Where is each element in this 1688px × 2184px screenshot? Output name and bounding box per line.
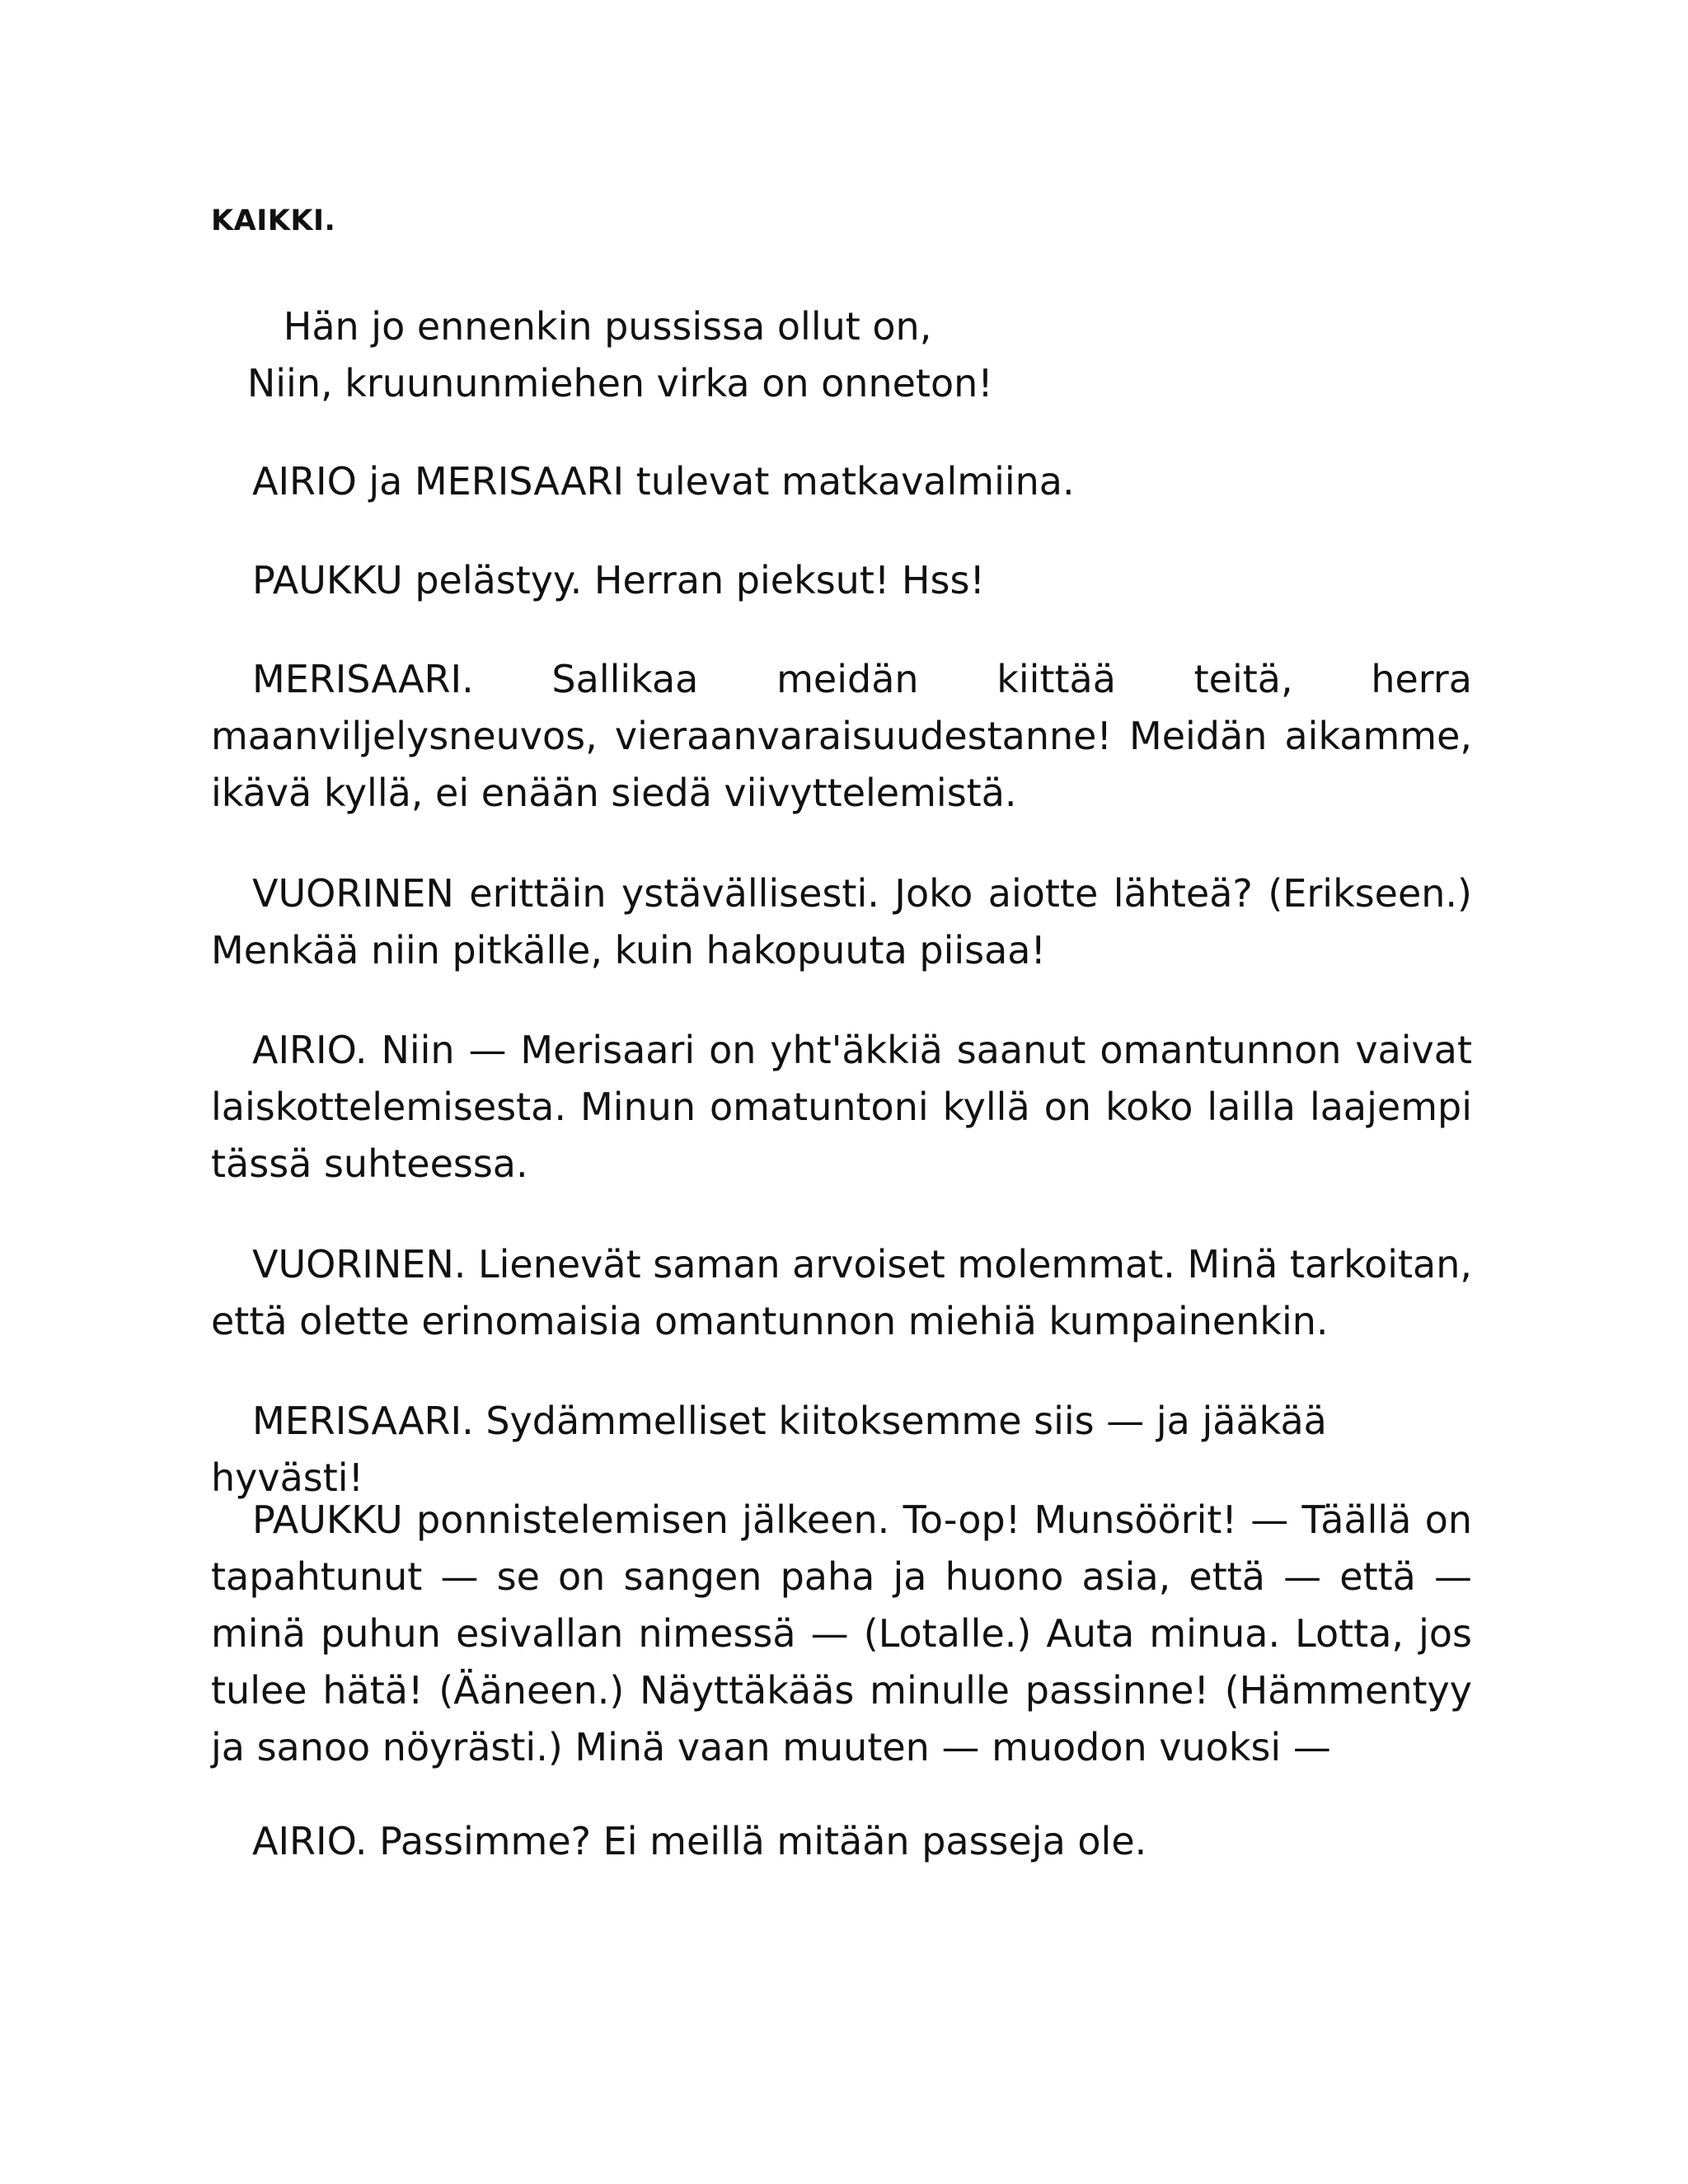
speaker-heading: KAIKKI. xyxy=(211,204,336,237)
verse-line: Hän jo ennenkin pussissa ollut on, xyxy=(211,304,932,349)
dialogue-paragraph: VUORINEN erittäin ystävällisesti. Joko aiotte lähteä? (Erikseen.) Menkää niin pitkälle, kuin hakopuuta piisaa! xyxy=(211,871,1472,972)
dialogue-paragraph: MERISAARI. Sydämmelliset kiitoksemme siis — ja jääkää hyvästi! xyxy=(211,1399,1327,1500)
dialogue-paragraph: VUORINEN. Lienevät saman arvoiset molemmat. Minä tarkoitan, että olette erinomaisia omantunnon miehiä kumpainenkin. xyxy=(211,1242,1472,1343)
dialogue-paragraph: PAUKKU ponnistelemisen jälkeen. To-op! Munsöörit! — Täällä on tapahtunut — se on sangen paha ja huono asia, että — että — minä puhun esivallan nimessä — (Lotalle.) Auta minua. Lotta, jos tulee hätä! (Ääneen.) Näyttäkääs minulle passinne! (Hämmentyy ja sanoo nöyrästi.) Minä vaan muuten — muodon vuoksi — xyxy=(211,1497,1472,1769)
dialogue-paragraph: AIRIO. Passimme? Ei meillä mitään passeja ole. xyxy=(252,1819,1147,1863)
dialogue-paragraph: PAUKKU pelästyy. Herran pieksut! Hss! xyxy=(252,558,985,602)
dialogue-paragraph: MERISAARI. Sallikaa meidän kiittää teitä, herra maanviljelysneuvos, vieraanvaraisuudestanne! Meidän aikamme, ikävä kyllä, ei enään siedä viivyttelemistä. xyxy=(211,657,1472,815)
verse-line: Niin, kruununmiehen virka on onneton! xyxy=(211,361,993,405)
stage-direction: AIRIO ja MERISAARI tulevat matkavalmiina. xyxy=(252,459,1075,504)
dialogue-paragraph: AIRIO. Niin — Merisaari on yht'äkkiä saanut omantunnon vaivat laiskottelemisesta. Minun omatuntoni kyllä on koko lailla laajempi tässä suhteessa. xyxy=(211,1028,1472,1186)
